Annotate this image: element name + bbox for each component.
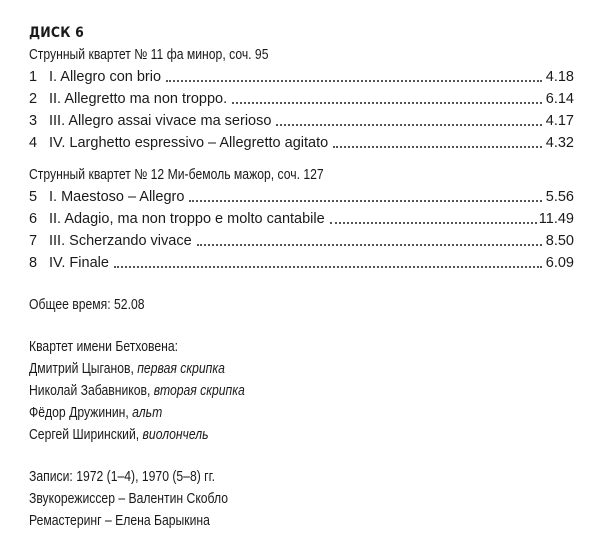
track-title: II. Adagio, ma non troppo e molto cantabile <box>49 208 328 230</box>
track-duration: 6.14 <box>545 91 574 107</box>
dot-leader <box>330 208 537 224</box>
member-role: вторая скрипка <box>153 383 245 399</box>
member-role: альт <box>132 405 163 421</box>
track-row <box>29 66 574 88</box>
track-duration: 4.18 <box>545 69 574 85</box>
recording-dates: Записи: 1972 (1–4), 1970 (5–8) гг. <box>29 469 215 485</box>
track-row <box>29 208 574 230</box>
track-duration: 11.49 <box>538 211 574 227</box>
sound-engineer: Звукорежиссер – Валентин Скобло <box>29 491 229 507</box>
dot-leader <box>232 88 542 104</box>
track-duration: 8.50 <box>545 233 574 249</box>
track-number: 2 <box>29 91 38 107</box>
work-heading: Струнный квартет № 12 Ми-бемоль мажор, соч. 127 <box>29 167 324 183</box>
ensemble-member <box>29 424 574 446</box>
dot-leader <box>333 132 542 148</box>
remastering-credit: Ремастеринг – Елена Барыкина <box>29 513 210 529</box>
track-number: 4 <box>29 135 38 151</box>
member-role: виолончель <box>142 427 209 443</box>
track-title: IV. Larghetto espressivo – Allegretto agitato <box>49 132 331 154</box>
work-heading: Струнный квартет № 11 фа минор, соч. 95 <box>29 47 269 63</box>
track-row <box>29 132 574 154</box>
track-title: III. Allegro assai vivace ma serioso <box>49 110 274 132</box>
track-number: 6 <box>29 211 38 227</box>
dot-leader <box>197 230 542 246</box>
track-number: 3 <box>29 113 38 129</box>
track-row <box>29 186 574 208</box>
track-number: 1 <box>29 69 38 85</box>
track-row <box>29 88 574 110</box>
booklet-page <box>29 22 574 532</box>
track-row <box>29 110 574 132</box>
track-row <box>29 230 574 252</box>
track-title: III. Scherzando vivace <box>49 230 195 252</box>
track-duration: 6.09 <box>545 255 574 271</box>
member-name: Дмитрий Цыганов, <box>29 361 138 377</box>
ensemble-name: Квартет имени Бетховена: <box>29 339 179 355</box>
track-duration: 4.32 <box>545 135 574 151</box>
track-title: IV. Finale <box>49 252 112 274</box>
member-name: Фёдор Дружинин, <box>29 405 133 421</box>
track-duration: 5.56 <box>545 189 574 205</box>
ensemble-member <box>29 380 574 402</box>
disc-title: ДИСК 6 <box>29 25 84 41</box>
total-time: Общее время: 52.08 <box>29 297 145 313</box>
track-number: 7 <box>29 233 38 249</box>
track-duration: 4.17 <box>545 113 574 129</box>
track-title: I. Allegro con brio <box>49 66 164 88</box>
ensemble-member <box>29 402 574 424</box>
member-name: Николай Забавников, <box>29 383 154 399</box>
track-number: 8 <box>29 255 38 271</box>
dot-leader <box>114 252 542 268</box>
track-number: 5 <box>29 189 38 205</box>
dot-leader <box>276 110 542 126</box>
dot-leader <box>166 66 542 82</box>
ensemble-member <box>29 358 574 380</box>
dot-leader <box>189 186 542 202</box>
member-role: первая скрипка <box>137 361 225 377</box>
track-title: II. Allegretto ma non troppo. <box>49 88 230 110</box>
track-row <box>29 252 574 274</box>
member-name: Сергей Ширинский, <box>29 427 143 443</box>
track-title: I. Maestoso – Allegro <box>49 186 187 208</box>
